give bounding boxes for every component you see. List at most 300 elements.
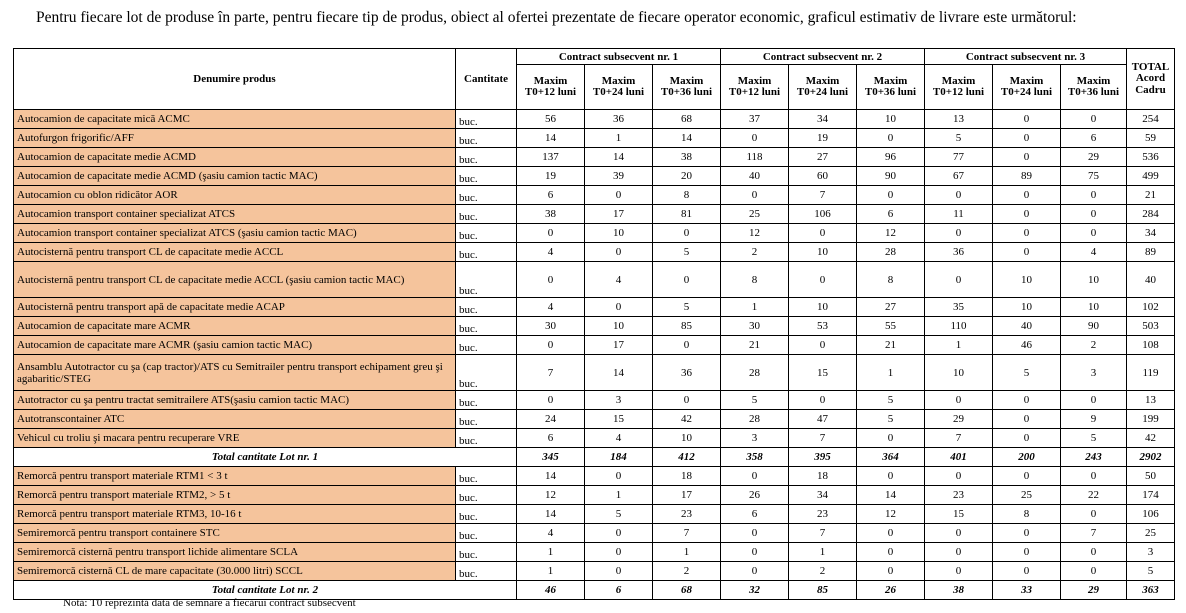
quantity-value: 23 xyxy=(653,505,721,524)
total-value: 499 xyxy=(1127,167,1175,186)
quantity-value: 10 xyxy=(1061,262,1127,298)
quantity-value: 345 xyxy=(517,448,585,467)
quantity-value: 15 xyxy=(585,410,653,429)
quantity-value: 21 xyxy=(857,336,925,355)
quantity-unit: buc. xyxy=(456,391,517,410)
header-contract-3: Contract subsecvent nr. 3 xyxy=(925,49,1127,65)
quantity-value: 0 xyxy=(585,298,653,317)
quantity-value: 5 xyxy=(925,129,993,148)
quantity-value: 17 xyxy=(585,336,653,355)
quantity-value: 0 xyxy=(1061,110,1127,129)
quantity-value: 12 xyxy=(857,224,925,243)
quantity-value: 7 xyxy=(517,355,585,391)
quantity-value: 7 xyxy=(789,524,857,543)
quantity-value: 25 xyxy=(993,486,1061,505)
quantity-unit: buc. xyxy=(456,317,517,336)
quantity-value: 1 xyxy=(721,298,789,317)
quantity-value: 19 xyxy=(517,167,585,186)
quantity-value: 23 xyxy=(789,505,857,524)
total-value: 174 xyxy=(1127,486,1175,505)
quantity-unit: buc. xyxy=(456,543,517,562)
quantity-value: 46 xyxy=(993,336,1061,355)
quantity-value: 39 xyxy=(585,167,653,186)
quantity-value: 0 xyxy=(1061,391,1127,410)
table-row xyxy=(14,429,1175,448)
total-value: 34 xyxy=(1127,224,1175,243)
quantity-value: 38 xyxy=(925,581,993,600)
table-row xyxy=(14,391,1175,410)
total-label: Total cantitate Lot nr. 2 xyxy=(14,581,517,600)
total-value: 102 xyxy=(1127,298,1175,317)
quantity-value: 364 xyxy=(857,448,925,467)
quantity-value: 412 xyxy=(653,448,721,467)
product-name: Remorcă pentru transport materiale RTM3, 10-16 t xyxy=(14,505,456,524)
quantity-value: 40 xyxy=(993,317,1061,336)
quantity-value: 0 xyxy=(857,186,925,205)
quantity-value: 13 xyxy=(925,110,993,129)
total-label: Total cantitate Lot nr. 1 xyxy=(14,448,517,467)
quantity-value: 5 xyxy=(993,355,1061,391)
product-name: Semiremorcă pentru transport containere STC xyxy=(14,524,456,543)
quantity-value: 5 xyxy=(857,391,925,410)
product-name: Semiremorcă cisternă pentru transport lichide alimentare SCLA xyxy=(14,543,456,562)
quantity-value: 0 xyxy=(517,336,585,355)
quantity-value: 42 xyxy=(653,410,721,429)
quantity-value: 0 xyxy=(925,467,993,486)
quantity-value: 0 xyxy=(1061,562,1127,581)
quantity-value: 1 xyxy=(925,336,993,355)
quantity-value: 34 xyxy=(789,110,857,129)
quantity-value: 21 xyxy=(721,336,789,355)
total-value: 503 xyxy=(1127,317,1175,336)
quantity-value: 20 xyxy=(653,167,721,186)
total-value: 284 xyxy=(1127,205,1175,224)
quantity-unit: buc. xyxy=(456,486,517,505)
quantity-value: 8 xyxy=(721,262,789,298)
quantity-value: 137 xyxy=(517,148,585,167)
quantity-value: 4 xyxy=(517,524,585,543)
quantity-value: 10 xyxy=(585,317,653,336)
quantity-value: 5 xyxy=(1061,429,1127,448)
quantity-value: 0 xyxy=(993,429,1061,448)
header-quantity: Cantitate xyxy=(456,49,517,110)
quantity-value: 0 xyxy=(789,391,857,410)
quantity-value: 0 xyxy=(993,467,1061,486)
header-period: Maxim T0+12 luni xyxy=(721,65,789,110)
table-row xyxy=(14,110,1175,129)
quantity-value: 10 xyxy=(857,110,925,129)
quantity-unit: buc. xyxy=(456,298,517,317)
header-total: TOTAL Acord Cadru xyxy=(1127,49,1175,110)
table-body xyxy=(14,110,1175,600)
quantity-value: 4 xyxy=(517,243,585,262)
quantity-value: 7 xyxy=(789,429,857,448)
quantity-unit: buc. xyxy=(456,562,517,581)
table-row xyxy=(14,205,1175,224)
quantity-value: 14 xyxy=(517,129,585,148)
quantity-value: 0 xyxy=(1061,186,1127,205)
quantity-value: 10 xyxy=(925,355,993,391)
quantity-value: 0 xyxy=(993,410,1061,429)
table-row xyxy=(14,129,1175,148)
quantity-value: 0 xyxy=(517,262,585,298)
quantity-value: 0 xyxy=(925,543,993,562)
quantity-value: 7 xyxy=(789,186,857,205)
quantity-unit: buc. xyxy=(456,336,517,355)
quantity-value: 6 xyxy=(585,581,653,600)
total-value: 536 xyxy=(1127,148,1175,167)
quantity-value: 7 xyxy=(1061,524,1127,543)
quantity-unit: buc. xyxy=(456,186,517,205)
total-value: 363 xyxy=(1127,581,1175,600)
table-row xyxy=(14,486,1175,505)
header-period: Maxim T0+36 luni xyxy=(653,65,721,110)
total-value: 59 xyxy=(1127,129,1175,148)
quantity-value: 0 xyxy=(925,262,993,298)
quantity-value: 7 xyxy=(925,429,993,448)
quantity-value: 14 xyxy=(517,505,585,524)
quantity-value: 0 xyxy=(993,543,1061,562)
quantity-value: 6 xyxy=(857,205,925,224)
quantity-value: 0 xyxy=(585,186,653,205)
quantity-value: 243 xyxy=(1061,448,1127,467)
quantity-value: 0 xyxy=(653,262,721,298)
quantity-value: 10 xyxy=(993,298,1061,317)
quantity-value: 33 xyxy=(993,581,1061,600)
quantity-unit: buc. xyxy=(456,467,517,486)
quantity-unit: buc. xyxy=(456,224,517,243)
quantity-unit: buc. xyxy=(456,110,517,129)
quantity-value: 5 xyxy=(653,298,721,317)
product-name: Autotranscontainer ATC xyxy=(14,410,456,429)
quantity-value: 6 xyxy=(517,186,585,205)
quantity-value: 0 xyxy=(857,562,925,581)
quantity-value: 1 xyxy=(517,562,585,581)
quantity-value: 14 xyxy=(653,129,721,148)
quantity-value: 12 xyxy=(517,486,585,505)
quantity-value: 12 xyxy=(721,224,789,243)
table-row xyxy=(14,336,1175,355)
quantity-value: 0 xyxy=(653,224,721,243)
quantity-value: 81 xyxy=(653,205,721,224)
quantity-value: 8 xyxy=(653,186,721,205)
quantity-value: 30 xyxy=(517,317,585,336)
quantity-value: 401 xyxy=(925,448,993,467)
quantity-value: 0 xyxy=(857,129,925,148)
quantity-value: 3 xyxy=(1061,355,1127,391)
quantity-value: 110 xyxy=(925,317,993,336)
quantity-value: 18 xyxy=(653,467,721,486)
total-value: 119 xyxy=(1127,355,1175,391)
quantity-value: 1 xyxy=(585,129,653,148)
quantity-value: 9 xyxy=(1061,410,1127,429)
quantity-value: 68 xyxy=(653,581,721,600)
quantity-value: 1 xyxy=(789,543,857,562)
quantity-value: 47 xyxy=(789,410,857,429)
product-name: Autotractor cu şa pentru tractat semitrailere ATS(şasiu camion tactic MAC) xyxy=(14,391,456,410)
table-row xyxy=(14,355,1175,391)
quantity-value: 0 xyxy=(993,110,1061,129)
quantity-value: 14 xyxy=(517,467,585,486)
quantity-value: 14 xyxy=(857,486,925,505)
table-row xyxy=(14,298,1175,317)
product-name: Autocisternă pentru transport CL de capacitate medie ACCL (şasiu camion tactic MAC) xyxy=(14,262,456,298)
quantity-value: 0 xyxy=(993,243,1061,262)
quantity-value: 30 xyxy=(721,317,789,336)
table-row xyxy=(14,186,1175,205)
quantity-unit: buc. xyxy=(456,167,517,186)
quantity-value: 10 xyxy=(789,298,857,317)
quantity-value: 17 xyxy=(653,486,721,505)
quantity-value: 53 xyxy=(789,317,857,336)
quantity-unit: buc. xyxy=(456,262,517,298)
product-name: Semiremorcă cisternă CL de mare capacitate (30.000 litri) SCCL xyxy=(14,562,456,581)
quantity-value: 3 xyxy=(585,391,653,410)
quantity-value: 27 xyxy=(857,298,925,317)
quantity-value: 0 xyxy=(925,391,993,410)
quantity-value: 0 xyxy=(721,543,789,562)
quantity-value: 0 xyxy=(993,391,1061,410)
quantity-value: 0 xyxy=(653,336,721,355)
quantity-value: 2 xyxy=(721,243,789,262)
quantity-value: 37 xyxy=(721,110,789,129)
header-period: Maxim T0+12 luni xyxy=(925,65,993,110)
table-row xyxy=(14,543,1175,562)
table-row xyxy=(14,224,1175,243)
table-row xyxy=(14,524,1175,543)
total-row xyxy=(14,448,1175,467)
quantity-unit: buc. xyxy=(456,148,517,167)
quantity-value: 0 xyxy=(517,224,585,243)
total-value: 2902 xyxy=(1127,448,1175,467)
quantity-value: 0 xyxy=(993,186,1061,205)
quantity-value: 0 xyxy=(585,562,653,581)
product-name: Autocamion transport container specializat ATCS (şasiu camion tactic MAC) xyxy=(14,224,456,243)
quantity-value: 14 xyxy=(585,148,653,167)
quantity-value: 6 xyxy=(517,429,585,448)
product-name: Autofurgon frigorific/AFF xyxy=(14,129,456,148)
quantity-value: 68 xyxy=(653,110,721,129)
quantity-value: 0 xyxy=(857,429,925,448)
quantity-value: 19 xyxy=(789,129,857,148)
quantity-value: 32 xyxy=(721,581,789,600)
quantity-value: 38 xyxy=(517,205,585,224)
quantity-value: 85 xyxy=(789,581,857,600)
table-row xyxy=(14,148,1175,167)
product-name: Ansamblu Autotractor cu şa (cap tractor)/ATS cu Semitrailer pentru transport echipament greu şi agabaritic/STEG xyxy=(14,355,456,391)
quantity-value: 28 xyxy=(721,410,789,429)
quantity-value: 38 xyxy=(653,148,721,167)
quantity-value: 34 xyxy=(789,486,857,505)
quantity-value: 29 xyxy=(1061,581,1127,600)
total-value: 40 xyxy=(1127,262,1175,298)
quantity-value: 0 xyxy=(993,129,1061,148)
product-name: Autocamion de capacitate mare ACMR xyxy=(14,317,456,336)
product-name: Autocisternă pentru transport apă de capacitate medie ACAP xyxy=(14,298,456,317)
quantity-value: 0 xyxy=(925,562,993,581)
total-value: 89 xyxy=(1127,243,1175,262)
quantity-value: 85 xyxy=(653,317,721,336)
quantity-value: 11 xyxy=(925,205,993,224)
quantity-value: 0 xyxy=(1061,205,1127,224)
quantity-value: 29 xyxy=(1061,148,1127,167)
quantity-value: 55 xyxy=(857,317,925,336)
product-name: Vehicul cu troliu şi macara pentru recuperare VRE xyxy=(14,429,456,448)
quantity-value: 2 xyxy=(1061,336,1127,355)
quantity-value: 4 xyxy=(517,298,585,317)
quantity-value: 4 xyxy=(585,429,653,448)
quantity-value: 89 xyxy=(993,167,1061,186)
quantity-value: 27 xyxy=(789,148,857,167)
quantity-value: 0 xyxy=(857,543,925,562)
product-name: Remorcă pentru transport materiale RTM1 < 3 t xyxy=(14,467,456,486)
quantity-value: 67 xyxy=(925,167,993,186)
quantity-value: 0 xyxy=(993,562,1061,581)
product-name: Autocisternă pentru transport CL de capacitate medie ACCL xyxy=(14,243,456,262)
quantity-value: 36 xyxy=(925,243,993,262)
quantity-value: 23 xyxy=(925,486,993,505)
quantity-value: 0 xyxy=(653,391,721,410)
quantity-value: 1 xyxy=(585,486,653,505)
table-row xyxy=(14,167,1175,186)
quantity-value: 184 xyxy=(585,448,653,467)
table-row xyxy=(14,317,1175,336)
quantity-value: 5 xyxy=(857,410,925,429)
header-product: Denumire produs xyxy=(14,49,456,110)
quantity-value: 0 xyxy=(925,186,993,205)
quantity-value: 0 xyxy=(721,467,789,486)
total-value: 21 xyxy=(1127,186,1175,205)
table-row xyxy=(14,410,1175,429)
total-value: 3 xyxy=(1127,543,1175,562)
header-contract-2: Contract subsecvent nr. 2 xyxy=(721,49,925,65)
quantity-value: 118 xyxy=(721,148,789,167)
table-row xyxy=(14,505,1175,524)
quantity-value: 0 xyxy=(585,543,653,562)
total-value: 106 xyxy=(1127,505,1175,524)
quantity-value: 0 xyxy=(585,467,653,486)
header-contract-1: Contract subsecvent nr. 1 xyxy=(517,49,721,65)
quantity-value: 0 xyxy=(585,524,653,543)
quantity-unit: buc. xyxy=(456,429,517,448)
quantity-value: 5 xyxy=(721,391,789,410)
quantity-value: 3 xyxy=(721,429,789,448)
quantity-value: 15 xyxy=(789,355,857,391)
quantity-value: 1 xyxy=(857,355,925,391)
quantity-value: 40 xyxy=(721,167,789,186)
quantity-value: 0 xyxy=(993,148,1061,167)
total-value: 5 xyxy=(1127,562,1175,581)
quantity-unit: buc. xyxy=(456,524,517,543)
quantity-value: 0 xyxy=(721,186,789,205)
quantity-value: 18 xyxy=(789,467,857,486)
quantity-value: 4 xyxy=(1061,243,1127,262)
quantity-value: 2 xyxy=(789,562,857,581)
quantity-value: 25 xyxy=(721,205,789,224)
quantity-value: 75 xyxy=(1061,167,1127,186)
quantity-value: 1 xyxy=(653,543,721,562)
quantity-value: 0 xyxy=(993,224,1061,243)
quantity-value: 60 xyxy=(789,167,857,186)
quantity-value: 0 xyxy=(789,262,857,298)
header-period: Maxim T0+36 luni xyxy=(1061,65,1127,110)
quantity-value: 5 xyxy=(585,505,653,524)
quantity-unit: buc. xyxy=(456,129,517,148)
quantity-value: 15 xyxy=(925,505,993,524)
total-value: 42 xyxy=(1127,429,1175,448)
quantity-value: 90 xyxy=(857,167,925,186)
quantity-value: 26 xyxy=(721,486,789,505)
product-name: Autocamion de capacitate medie ACMD xyxy=(14,148,456,167)
quantity-unit: buc. xyxy=(456,410,517,429)
quantity-value: 0 xyxy=(721,129,789,148)
quantity-value: 8 xyxy=(993,505,1061,524)
product-name: Autocamion de capacitate mare ACMR (şasiu camion tactic MAC) xyxy=(14,336,456,355)
total-value: 199 xyxy=(1127,410,1175,429)
quantity-value: 10 xyxy=(585,224,653,243)
total-value: 254 xyxy=(1127,110,1175,129)
product-name: Autocamion transport container specializat ATCS xyxy=(14,205,456,224)
quantity-value: 0 xyxy=(517,391,585,410)
quantity-unit: buc. xyxy=(456,205,517,224)
quantity-value: 35 xyxy=(925,298,993,317)
quantity-value: 0 xyxy=(1061,543,1127,562)
quantity-value: 395 xyxy=(789,448,857,467)
table-row xyxy=(14,467,1175,486)
quantity-unit: buc. xyxy=(456,505,517,524)
product-name: Autocamion de capacitate medie ACMD (şasiu camion tactic MAC) xyxy=(14,167,456,186)
quantity-value: 0 xyxy=(721,524,789,543)
header-period: Maxim T0+36 luni xyxy=(857,65,925,110)
quantity-value: 0 xyxy=(789,336,857,355)
total-value: 50 xyxy=(1127,467,1175,486)
quantity-unit: buc. xyxy=(456,355,517,391)
table-row xyxy=(14,562,1175,581)
quantity-value: 7 xyxy=(653,524,721,543)
quantity-value: 5 xyxy=(653,243,721,262)
quantity-value: 0 xyxy=(993,205,1061,224)
quantity-value: 26 xyxy=(857,581,925,600)
quantity-value: 96 xyxy=(857,148,925,167)
quantity-value: 106 xyxy=(789,205,857,224)
quantity-value: 10 xyxy=(993,262,1061,298)
quantity-value: 0 xyxy=(789,224,857,243)
quantity-value: 200 xyxy=(993,448,1061,467)
quantity-value: 0 xyxy=(925,524,993,543)
quantity-value: 10 xyxy=(653,429,721,448)
intro-paragraph: Pentru fiecare lot de produse în parte, pentru fiecare tip de produs, obiect al ofertei prezentate de fiecare operator economic, graficul estimativ de livrare este următorul: xyxy=(36,9,1077,26)
quantity-value: 90 xyxy=(1061,317,1127,336)
quantity-value: 28 xyxy=(857,243,925,262)
quantity-value: 2 xyxy=(653,562,721,581)
total-value: 25 xyxy=(1127,524,1175,543)
quantity-value: 1 xyxy=(517,543,585,562)
quantity-value: 0 xyxy=(585,243,653,262)
header-period: Maxim T0+12 luni xyxy=(517,65,585,110)
total-value: 108 xyxy=(1127,336,1175,355)
quantity-unit: buc. xyxy=(456,243,517,262)
quantity-value: 36 xyxy=(585,110,653,129)
header-period: Maxim T0+24 luni xyxy=(993,65,1061,110)
quantity-value: 28 xyxy=(721,355,789,391)
quantity-value: 10 xyxy=(789,243,857,262)
quantity-value: 8 xyxy=(857,262,925,298)
quantity-value: 0 xyxy=(1061,224,1127,243)
quantity-value: 56 xyxy=(517,110,585,129)
quantity-value: 36 xyxy=(653,355,721,391)
quantity-value: 0 xyxy=(1061,505,1127,524)
header-period: Maxim T0+24 luni xyxy=(789,65,857,110)
